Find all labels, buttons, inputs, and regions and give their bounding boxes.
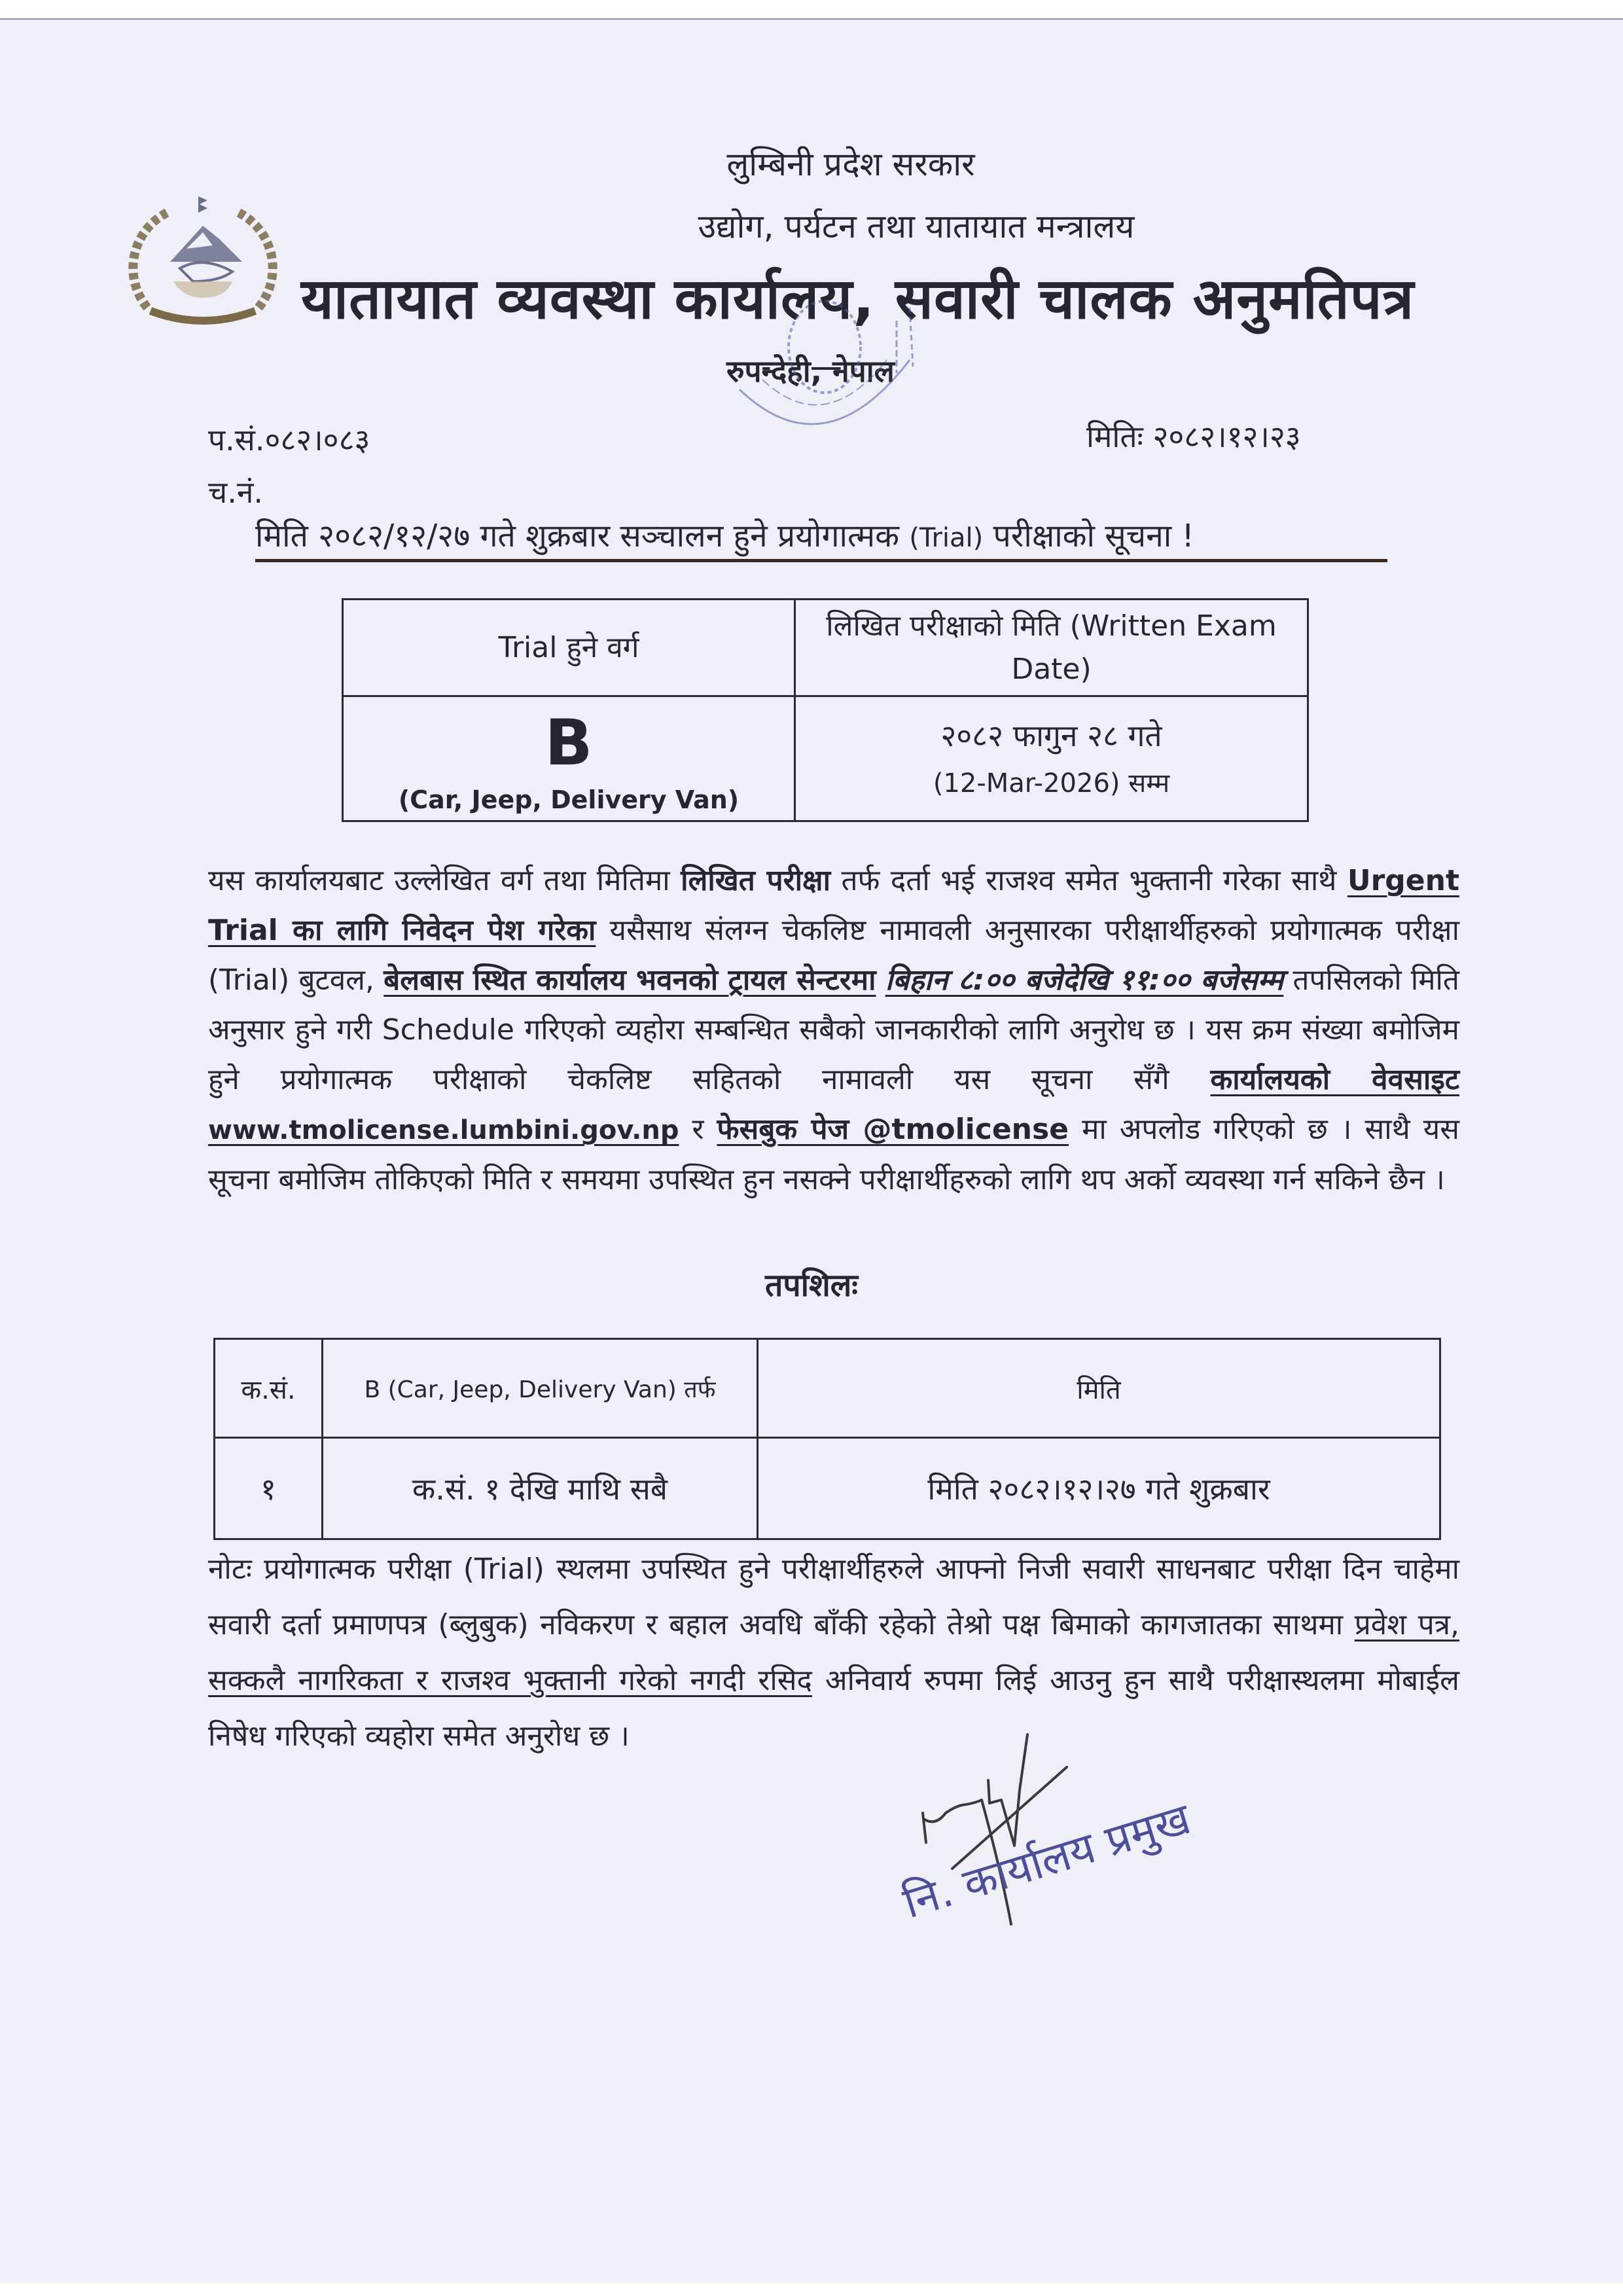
schedule-heading: तपशिलः xyxy=(765,1267,858,1304)
notice-body xyxy=(208,856,1459,1205)
body-written-exam: लिखित परीक्षा xyxy=(681,864,830,897)
cell-serial: १ xyxy=(215,1438,323,1539)
note-paragraph xyxy=(208,1541,1459,1764)
notice-title xyxy=(255,514,1387,562)
body-text: यस कार्यालयबाट उल्लेखित वर्ग तथा मितिमा xyxy=(208,864,670,897)
table-header-row xyxy=(215,1339,1440,1438)
body-text: यसैसाथ संलग्न चेकलिष्ट नामावली अनुसारका परीक्षार्थीहरुको प्रयोगात्मक परीक्षा (Trial) बुटवल, xyxy=(208,914,1459,997)
body-text: मा अपलोड गरिएको छ । साथै यस सूचना बमोजिम तोकिएको मिति र समयमा उपस्थित हुन नसक्ने परीक्षार्थीहरुको लागि थप अर्को व्यवस्था गर्न सकिने छैन । xyxy=(208,1113,1459,1196)
cell-range: क.सं. १ देखि माथि सबै xyxy=(323,1438,758,1539)
cell-date: मिति २०८२।१२।२७ गते शुक्रबार xyxy=(758,1438,1440,1539)
written-date-cell xyxy=(795,696,1308,821)
office-location: रुपन्देही, नेपाल xyxy=(726,353,895,389)
written-date-nepali: २०८२ फागुन २८ गते xyxy=(940,718,1162,753)
signatory-designation: नि. कार्यालय प्रमुख xyxy=(897,1793,1196,1929)
table-header-row xyxy=(343,600,1308,696)
website-link[interactable]: www.tmolicense.lumbini.gov.np xyxy=(208,1115,679,1145)
note-text: अनिवार्य रुपमा लिई आउनु हुन साथै परीक्षास्थलमा मोबाईल निषेध गरिएको व्यहोरा समेत अनुरोध छ । xyxy=(208,1664,1460,1753)
notice-title-trial: (Trial) xyxy=(909,523,984,553)
header-date: मिति xyxy=(758,1339,1440,1438)
facebook-page-link[interactable]: फेसबुक पेज @tmolicense xyxy=(717,1113,1069,1146)
note-required-documents: प्रवेश पत्र, सक्कलै नागरिकता र राजश्व भुक्तानी गरेको नगदी रसिद xyxy=(208,1608,1459,1697)
office-stamp-icon xyxy=(700,281,949,458)
exam-category-table xyxy=(342,598,1309,822)
ministry-name: उद्योग, पर्यटन तथा यातायात मन्त्रालय xyxy=(698,207,1135,245)
letter-reference-number: प.सं.०८२।०८३ xyxy=(208,422,370,457)
body-urgent-trial: Urgent Trial का लागि निवेदन पेश गरेका xyxy=(208,864,1459,947)
table-row xyxy=(215,1438,1440,1539)
schedule-table xyxy=(213,1338,1441,1540)
header-trial-category: Trial हुने वर्ग xyxy=(343,600,795,696)
government-name: लुम्बिनी प्रदेश सरकार xyxy=(726,145,975,183)
header-category: B (Car, Jeep, Delivery Van) तर्फ xyxy=(323,1339,758,1438)
category-code: B xyxy=(544,706,593,780)
letter-date: मितिः २०८२।१२।२३ xyxy=(1086,419,1301,454)
written-date-english: (12-Mar-2026) सम्म xyxy=(933,768,1170,798)
body-text: तपसिलको मिति अनुसार हुने गरी Schedule गरिएको व्यहोरा सम्बन्धित सबैको जानकारीको लागि अनुरोध छ । यस क्रम संख्या बमोजिम हुने प्रयोगात्मक परीक्षाको चेकलिष्ट सहितको नामावली यस सूचना सँगै xyxy=(208,963,1459,1096)
office-name: यातायात व्यवस्था कार्यालय, सवारी चालक अनुमतिपत्र xyxy=(301,266,1415,332)
category-description: (Car, Jeep, Delivery Van) xyxy=(398,785,740,814)
notice-title-suffix: परीक्षाको सूचना ! xyxy=(993,518,1194,554)
body-text: तर्फ दर्ता भई राजश्व समेत भुक्तानी गरेका साथै xyxy=(841,864,1337,897)
header-serial: क.सं. xyxy=(215,1339,323,1438)
category-cell xyxy=(343,696,795,821)
body-website-label: कार्यालयको वेवसाइट xyxy=(1210,1063,1460,1096)
body-time: बिहान ८:०० बजेदेखि ११:०० बजेसम्म xyxy=(885,963,1284,997)
table-row xyxy=(343,696,1308,821)
document-page xyxy=(0,18,1623,2283)
note-text: नोटः प्रयोगात्मक परीक्षा (Trial) स्थलमा उपस्थित हुने परीक्षार्थीहरुले आफ्नो निजी सवारी साधनबाट परीक्षा दिन चाहेमा सवारी दर्ता प्रमाणपत्र (ब्लुबुक) नविकरण र बहाल अवधि बाँकी रहेको तेश्रो पक्ष बिमाको कागजातका साथमा xyxy=(208,1552,1459,1641)
notice-title-main: मिति २०८२/१२/२७ गते शुक्रबार सञ्चालन हुने प्रयोगात्मक xyxy=(255,518,900,554)
body-text: र xyxy=(692,1113,704,1146)
body-venue: बेलबास स्थित कार्यालय भवनको ट्रायल सेन्टरमा xyxy=(383,963,876,997)
dispatch-number: च.नं. xyxy=(208,475,263,510)
header-written-exam-date: लिखित परीक्षाको मिति (Written Exam Date) xyxy=(795,600,1308,696)
